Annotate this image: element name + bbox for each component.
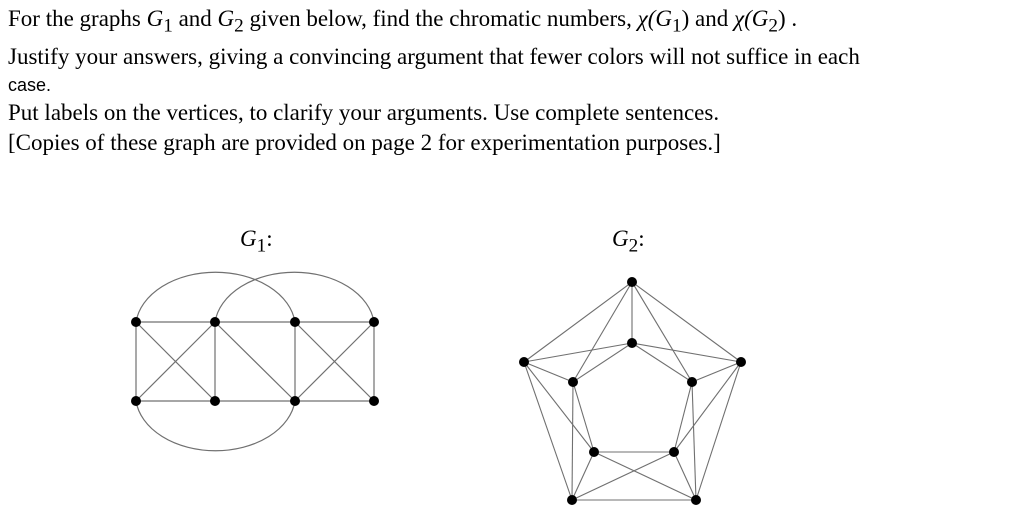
chi-1-open: χ( — [637, 6, 656, 31]
g2-vertex — [567, 495, 577, 505]
text-segment: given below, find the chromatic numbers, — [243, 6, 638, 31]
graph-g2 — [524, 282, 741, 500]
g2-edge — [524, 343, 632, 362]
g2-vertex — [736, 357, 746, 367]
chi-2-subscript: 2 — [768, 15, 778, 37]
problem-line-4: Put labels on the vertices, to clarify your arguments. Use complete sentences. — [8, 99, 720, 125]
text-segment: and — [689, 6, 734, 31]
chi-2-graph: G — [751, 6, 769, 31]
g2-symbol: G — [217, 6, 235, 31]
g2-vertex — [568, 377, 578, 387]
g1-vertex — [369, 396, 379, 406]
g2-vertex — [589, 447, 599, 457]
chi-1-close: ) — [681, 6, 690, 31]
g2-subscript: 2 — [234, 15, 244, 37]
g2-vertex — [669, 447, 679, 457]
g2-label-colon: : — [638, 226, 645, 251]
g2-edge — [594, 452, 696, 500]
g2-vertex — [519, 357, 529, 367]
problem-line-3: case. — [8, 74, 52, 95]
text-segment: and — [172, 6, 218, 31]
g1-edge — [215, 322, 295, 401]
g1-vertex — [290, 317, 300, 327]
g1-vertex — [290, 396, 300, 406]
g2-edge — [572, 452, 594, 500]
g1-vertex — [369, 317, 379, 327]
g1-vertex — [131, 396, 141, 406]
chi-1-subscript: 1 — [672, 15, 682, 37]
g2-edge — [632, 343, 741, 362]
g2-vertex — [627, 277, 637, 287]
g2-vertex — [627, 338, 637, 348]
g1-edge-arc-top — [136, 272, 295, 322]
g2-edge — [632, 282, 692, 382]
g2-label-subscript: 2 — [628, 235, 639, 257]
g1-label-symbol: G — [240, 226, 257, 251]
g2-edge — [692, 382, 696, 500]
g2-edge — [572, 452, 674, 500]
graph-g1 — [136, 272, 374, 450]
g1-subscript: 1 — [163, 15, 173, 37]
g1-symbol: G — [146, 6, 164, 31]
g2-vertex — [687, 377, 697, 387]
problem-line-2: Justify your answers, giving a convincing argument that fewer colors will not suffice in each — [8, 43, 860, 69]
g2-edge — [573, 282, 632, 382]
chi-2-open: χ( — [734, 6, 752, 31]
g2-label-symbol: G — [612, 226, 629, 251]
g1-vertex — [131, 317, 141, 327]
chi-2-close: ) . — [777, 6, 798, 31]
g2-vertex — [691, 495, 701, 505]
g2-edge — [674, 452, 696, 500]
g2-inner-pentagon — [573, 343, 692, 452]
text-segment: For the graphs — [8, 6, 147, 31]
g1-vertex — [210, 396, 220, 406]
problem-line-5: [Copies of these graph are provided on page 2 for experimentation purposes.] — [8, 129, 721, 155]
g1-label-colon: : — [266, 226, 273, 251]
g1-vertex — [210, 317, 220, 327]
g1-edge-arc-top — [215, 272, 374, 322]
g1-label-subscript: 1 — [256, 235, 267, 257]
g1-edge-arc-bottom — [136, 401, 295, 451]
g2-edge — [572, 382, 573, 500]
chi-1-graph: G — [655, 6, 673, 31]
